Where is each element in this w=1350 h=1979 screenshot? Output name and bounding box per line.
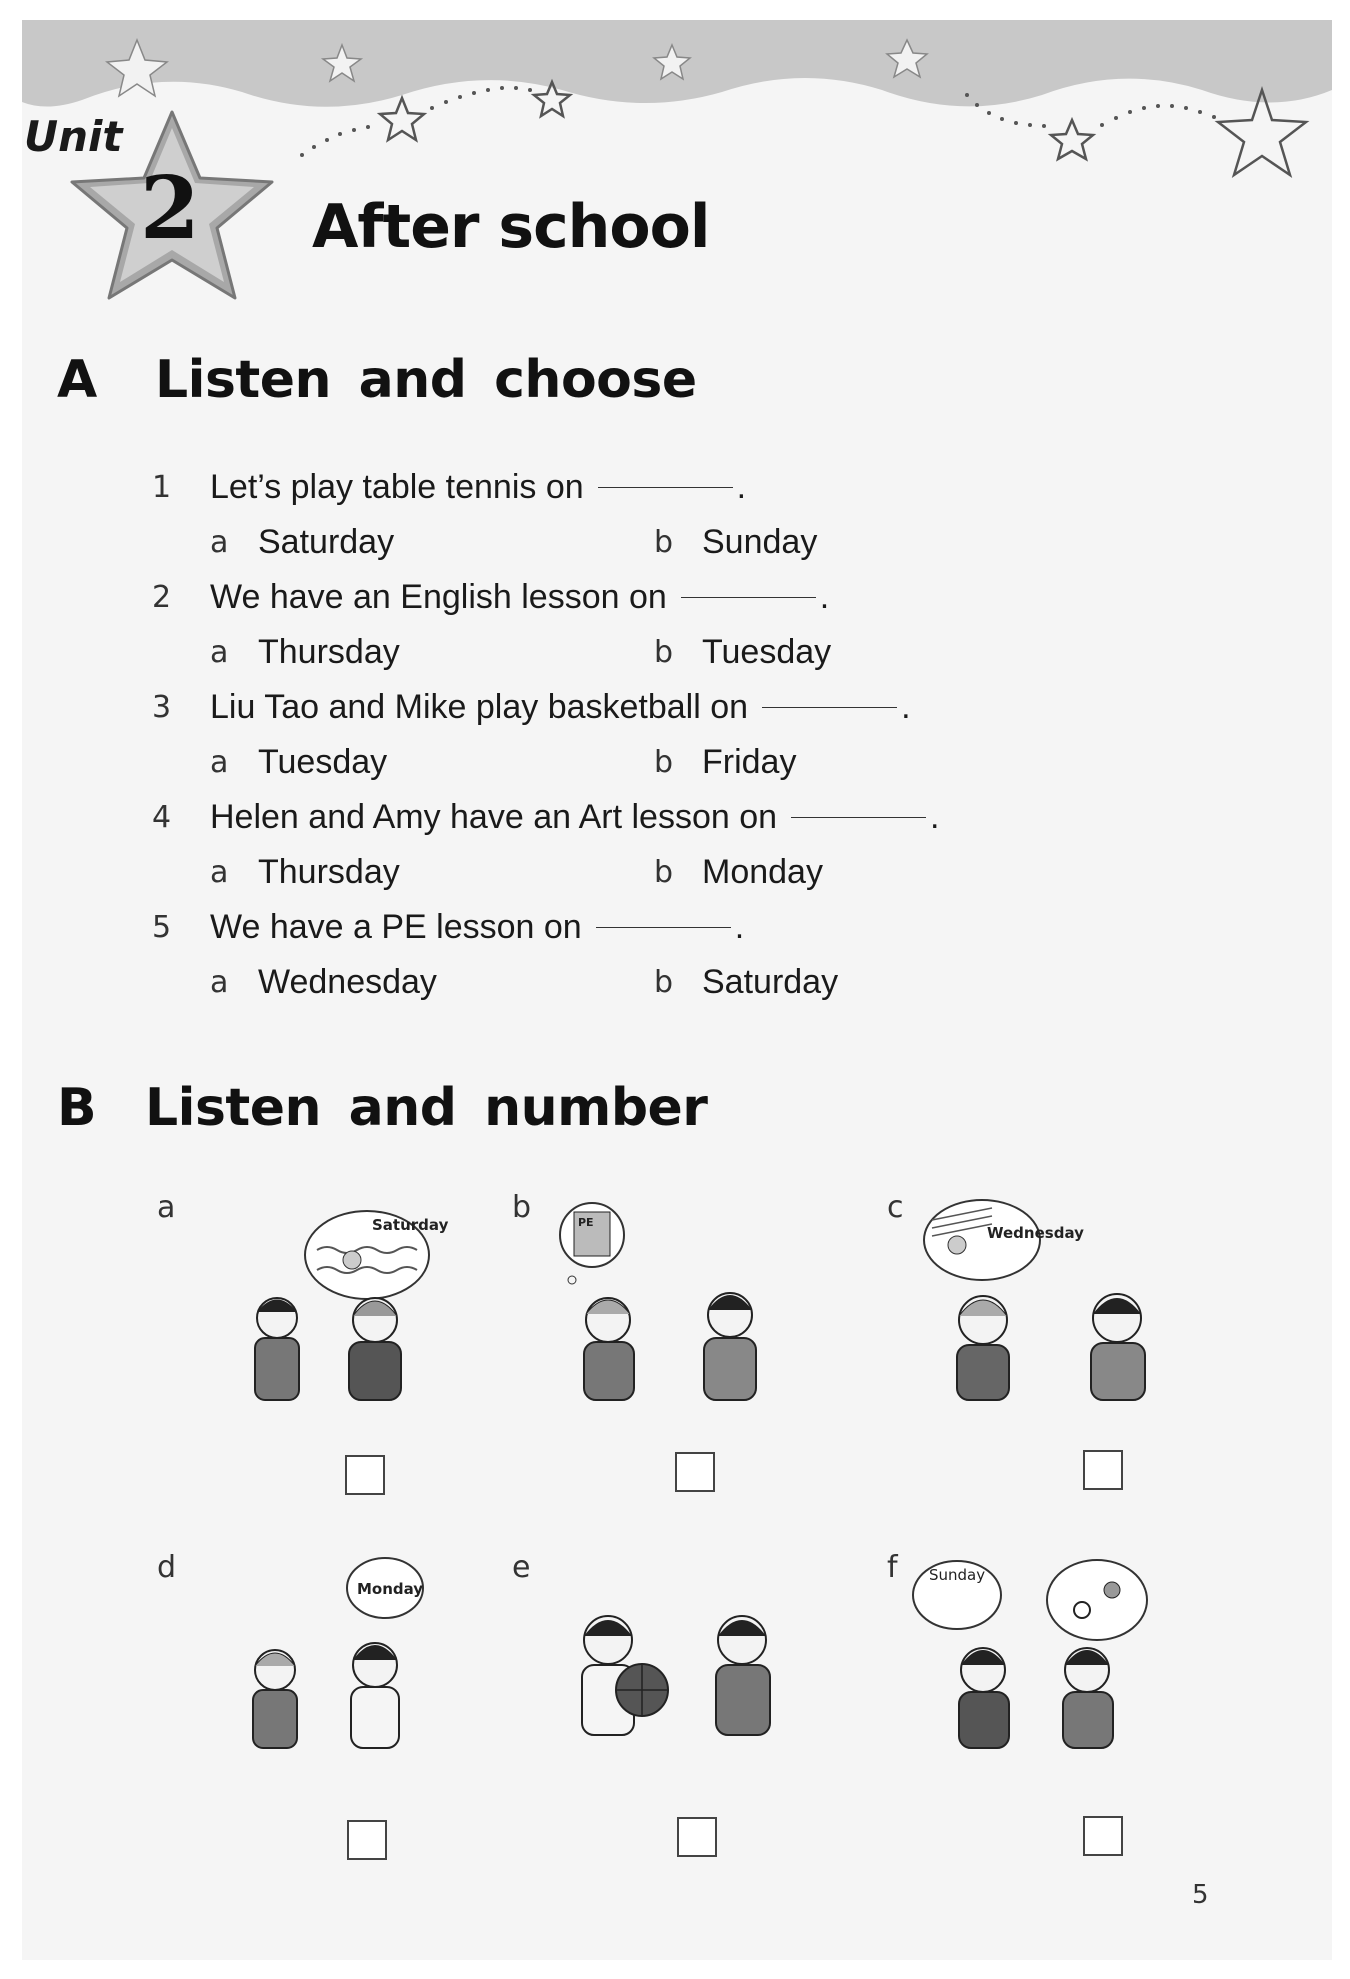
picture-panel-d (157, 1550, 497, 1850)
answer-box[interactable] (677, 1817, 717, 1857)
panel-letter: b (512, 1190, 532, 1225)
question-text: Liu Tao and Mike play basketball on (210, 688, 749, 726)
question-text: Helen and Amy have an Art lesson on (210, 798, 778, 836)
picture-panel-e (512, 1550, 852, 1850)
question-period: . (819, 578, 830, 616)
bubble-label: Saturday (372, 1216, 449, 1234)
panel-letter: c (887, 1190, 904, 1225)
option-row (152, 735, 1152, 790)
panel-letter: e (512, 1550, 531, 1585)
answer-box[interactable] (345, 1455, 385, 1495)
section-a-title: Listen and choose (155, 350, 697, 410)
option-b[interactable]: Monday (702, 853, 823, 891)
question-item (152, 900, 1152, 955)
option-b[interactable]: Tuesday (702, 633, 832, 671)
option-b-letter: b (654, 635, 674, 670)
question-period: . (734, 908, 745, 946)
kids-talking-monday-illustration (157, 1550, 497, 1790)
question-text: Let’s play table tennis on (210, 468, 584, 506)
question-number: 5 (152, 910, 172, 945)
option-a[interactable]: Tuesday (258, 743, 388, 781)
option-a[interactable]: Thursday (258, 853, 400, 891)
option-b[interactable]: Sunday (702, 523, 818, 561)
panel-letter: d (157, 1550, 177, 1585)
option-a-letter: a (210, 855, 229, 890)
option-a[interactable]: Thursday (258, 633, 400, 671)
bubble-label: Sunday (929, 1566, 986, 1584)
answer-box[interactable] (1083, 1816, 1123, 1856)
question-text: We have a PE lesson on (210, 908, 582, 946)
option-b-letter: b (654, 525, 674, 560)
answer-box[interactable] (1083, 1450, 1123, 1490)
question-period: . (901, 688, 911, 726)
kids-talking-pe-illustration (512, 1190, 852, 1430)
option-row (152, 625, 1152, 680)
question-period: . (736, 468, 747, 506)
question-text: We have an English lesson on (210, 578, 667, 616)
picture-panel-f (887, 1550, 1227, 1850)
answer-blank[interactable] (681, 596, 816, 598)
answer-blank[interactable] (762, 706, 897, 708)
question-item (152, 460, 1152, 515)
kids-talking-swimming-illustration (157, 1190, 497, 1430)
option-b[interactable]: Friday (702, 743, 797, 781)
question-item (152, 790, 1152, 845)
question-list (152, 460, 1152, 1010)
question-number: 1 (152, 470, 172, 505)
section-b-title: Listen and number (145, 1078, 708, 1138)
section-a-letter: A (57, 350, 98, 410)
option-a-letter: a (210, 745, 229, 780)
question-number: 3 (152, 690, 172, 725)
unit-number: 2 (140, 158, 200, 259)
option-row (152, 515, 1152, 570)
option-a-letter: a (210, 635, 229, 670)
worksheet-page (22, 20, 1332, 1960)
picture-panel-c (887, 1190, 1227, 1490)
panel-letter: a (157, 1190, 176, 1225)
option-row (152, 955, 1152, 1010)
picture-panel-a (157, 1190, 497, 1490)
option-a-letter: a (210, 525, 229, 560)
bubble-label: Wednesday (987, 1224, 1084, 1242)
question-item (152, 570, 1152, 625)
option-b-letter: b (654, 855, 674, 890)
bubble-label: PE (578, 1216, 594, 1229)
kids-talking-music-illustration (887, 1190, 1227, 1430)
question-number: 4 (152, 800, 172, 835)
page-number: 5 (1192, 1880, 1209, 1910)
picture-panel-b (512, 1190, 852, 1490)
option-a-letter: a (210, 965, 229, 1000)
question-period: . (930, 798, 940, 836)
bubble-label: Monday (357, 1580, 424, 1598)
unit-label: Unit (24, 112, 123, 161)
option-b-letter: b (654, 965, 674, 1000)
option-a[interactable]: Saturday (258, 523, 395, 561)
header-banner (22, 20, 1332, 320)
answer-box[interactable] (347, 1820, 387, 1860)
answer-blank[interactable] (596, 926, 731, 928)
option-a[interactable]: Wednesday (258, 963, 437, 1001)
question-number: 2 (152, 580, 172, 615)
answer-box[interactable] (675, 1452, 715, 1492)
section-b-letter: B (57, 1078, 97, 1138)
option-row (152, 845, 1152, 900)
question-item (152, 680, 1152, 735)
answer-blank[interactable] (791, 816, 926, 818)
option-b-letter: b (654, 745, 674, 780)
kids-talking-football-illustration (887, 1550, 1227, 1790)
answer-blank[interactable] (598, 486, 733, 488)
unit-title: After school (312, 192, 710, 262)
kids-basketball-illustration (512, 1550, 852, 1790)
option-b[interactable]: Saturday (702, 963, 839, 1001)
panel-letter: f (887, 1550, 898, 1585)
